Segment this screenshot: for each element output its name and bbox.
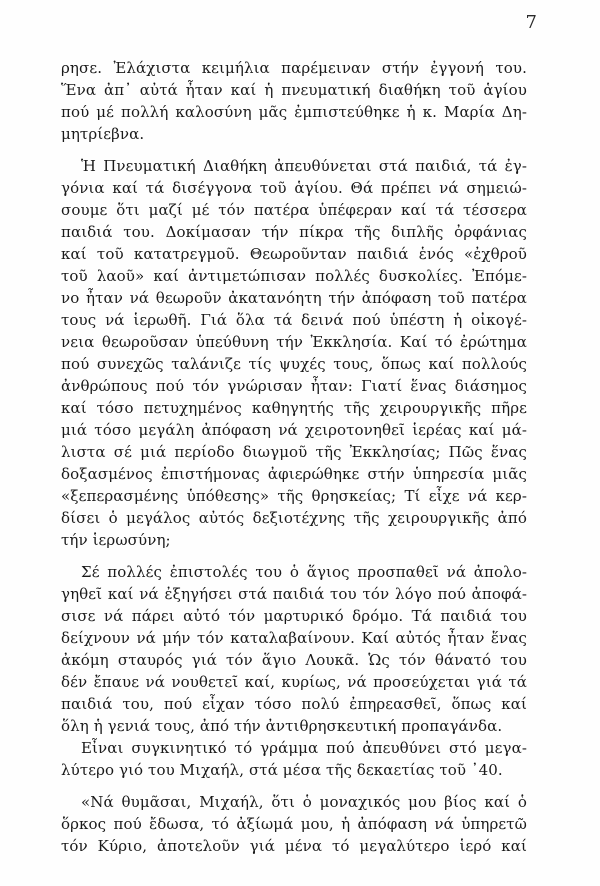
body-text bbox=[61, 57, 527, 857]
text-line: πού μέ πολλή καλοσύνη μᾶς ἐμπιστεύθηκε ἡ κ. Μαρία Δη- bbox=[61, 103, 527, 121]
paragraph-gap bbox=[61, 551, 527, 561]
text-line: σισε νά πάρει αὐτό τόν μαρτυρικό δρόμο. Τά παιδιά του bbox=[61, 607, 527, 625]
text-line: πού συνεχῶς ταλάνιζε τίς ψυχές τους, ὅπως καί πολλούς bbox=[61, 355, 527, 373]
text-line: ὅλη ἡ γενιά τους, ἀπό τήν ἀντιθρησκευτική προπαγάνδα. bbox=[61, 717, 503, 735]
paragraph-2 bbox=[61, 155, 527, 551]
text-line: Ἕνα ἀπ᾽ αὐτά ἦταν καί ἡ πνευματική διαθήκη τοῦ ἁγίου bbox=[61, 81, 527, 99]
text-line: Εἶναι συγκινητικό τό γράμμα πού ἀπευθύνει στό μεγα- bbox=[81, 739, 527, 757]
text-line: νεια θεωροῦσαν ὑπεύθυνη τήν Ἐκκλησία. Καί τό ἐρώτημα bbox=[61, 333, 527, 351]
text-line: τόν Κύριο, ἀποτελοῦν γιά μένα τό μεγαλύτερο ἱερό καί bbox=[61, 837, 527, 855]
text-line: παιδιά του. Δοκίμασαν τήν πίκρα τῆς διπλῆς ὀρφάνιας bbox=[61, 223, 527, 241]
text-line: ἀκόμη σταυρός γιά τόν ἅγιο Λουκᾶ. Ὡς τόν θάνατό του bbox=[61, 651, 527, 669]
text-line: ὅρκος πού ἔδωσα, τό ἀξίωμά μου, ἡ ἀπόφαση νά ὑπηρετῶ bbox=[61, 815, 527, 833]
text-line: γόνια καί τά δισέγγονα τοῦ ἁγίου. Θά πρέπει νά σημειώ- bbox=[61, 179, 527, 197]
text-line: ἀνθρώπους πού τόν γνώρισαν ἦταν: Γιατί ἕνας διάσημος bbox=[61, 377, 527, 395]
text-line: δέν ἔπαυε νά νουθετεῖ καί, κυρίως, νά προσεύχεται γιά τά bbox=[61, 673, 527, 691]
text-line: Ἡ Πνευματική Διαθήκη ἀπευθύνεται στά παιδιά, τά ἐγ- bbox=[81, 157, 527, 175]
text-line: καί τοῦ κατατρεγμοῦ. Θεωροῦνταν παιδιά ἑνός «ἐχθροῦ bbox=[61, 245, 527, 263]
text-line: καί τόσο πετυχημένος καθηγητής τῆς χειρουργικῆς πῆρε bbox=[61, 399, 527, 417]
text-line: γηθεῖ καί νά ἐξηγήσει στά παιδιά του τόν λόγο πού ἀποφά- bbox=[61, 585, 527, 603]
text-line: σουμε ὅτι μαζί μέ τόν πατέρα ὑπέφεραν καί τά τέσσερα bbox=[61, 201, 527, 219]
text-line: ρησε. Ἐλάχιστα κειμήλια παρέμειναν στήν ἐγγονή του. bbox=[61, 59, 527, 77]
text-line: τοῦ λαοῦ» καί ἀντιμετώπισαν πολλές δυσκολίες. Ἐπόμε- bbox=[61, 267, 527, 285]
paragraph-3 bbox=[61, 561, 527, 737]
text-line: λύτερο γιό του Μιχαήλ, στά μέσα τῆς δεκαετίας τοῦ ᾽40. bbox=[61, 761, 503, 779]
text-line: μητρίεβνα. bbox=[61, 125, 145, 143]
paragraph-1 bbox=[61, 57, 527, 145]
text-line: τήν ἱερωσύνη; bbox=[61, 531, 171, 549]
text-line: τους νά ἱερωθῆ. Γιά ὅλα τά δεινά πού ὑπέστη ἡ οἰκογέ- bbox=[61, 311, 527, 329]
text-line: Σέ πολλές ἐπιστολές του ὁ ἅγιος προσπαθεῖ νά ἀπολο- bbox=[81, 563, 527, 581]
text-line: δοξασμένος ἐπιστήμονας ἀφιερώθηκε στήν ὑπηρεσία μιᾶς bbox=[61, 465, 527, 483]
text-line: νο ἦταν νά θεωροῦν ἀκατανόητη τήν ἀπόφαση τοῦ πατέρα bbox=[61, 289, 527, 307]
page-number: 7 bbox=[525, 12, 537, 33]
text-line: δείχνουν νά μήν τόν καταλαβαίνουν. Καί αὐτός ἦταν ἕνας bbox=[61, 629, 527, 647]
text-line: μιά τόσο μεγάλη ἀπόφαση νά χειροτονηθεῖ ἱερέας καί μά- bbox=[61, 421, 527, 439]
text-line: «Νά θυμᾶσαι, Μιχαήλ, ὅτι ὁ μοναχικός μου βίος καί ὁ bbox=[81, 793, 527, 811]
text-line: δίσει ὁ μεγάλος αὐτός δεξιοτέχνης τῆς χειρουργικῆς ἀπό bbox=[61, 509, 527, 527]
text-line: «ξεπερασμένης ὑπόθεσης» τῆς θρησκείας; Τί εἶχε νά κερ- bbox=[61, 487, 527, 505]
paragraph-gap bbox=[61, 145, 527, 155]
text-line: λιστα σέ μιά περίοδο διωγμοῦ τῆς Ἐκκλησίας; Πῶς ἕνας bbox=[61, 443, 527, 461]
text-line: παιδιά του, πού εἶχαν τόσο πολύ ἐπηρεασθεῖ, ὅπως καί bbox=[61, 695, 527, 713]
paragraph-5 bbox=[61, 791, 527, 857]
paragraph-4 bbox=[61, 737, 527, 781]
paragraph-gap bbox=[61, 781, 527, 791]
